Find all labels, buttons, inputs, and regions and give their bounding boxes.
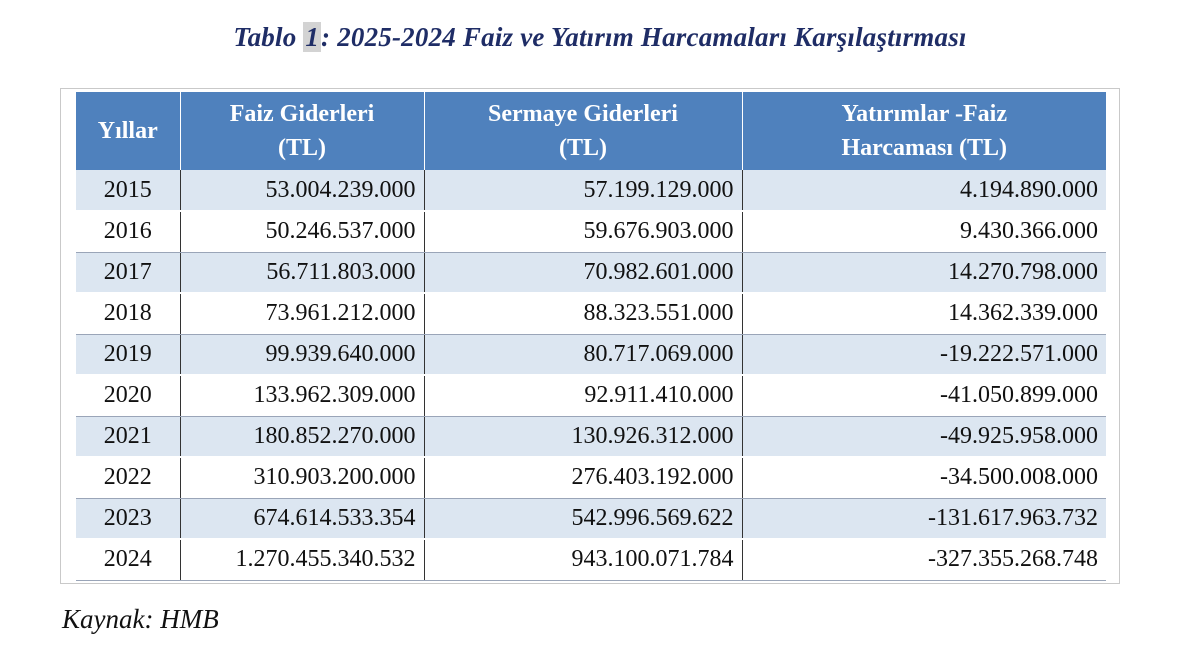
- table-row: [76, 457, 1106, 498]
- interest-cell: 53.004.239.000: [180, 170, 424, 211]
- header-year: Yıllar: [76, 92, 180, 170]
- table-row: [76, 375, 1106, 416]
- interest-cell: 133.962.309.000: [180, 375, 424, 416]
- year-cell: 2020: [76, 375, 180, 416]
- header-difference: Yatırımlar -Faiz Harcaması (TL): [742, 92, 1106, 170]
- capital-cell: 542.996.569.622: [424, 498, 742, 539]
- capital-cell: 59.676.903.000: [424, 211, 742, 252]
- difference-cell: 14.270.798.000: [742, 252, 1106, 293]
- title-number: 1: [305, 22, 320, 52]
- table-row: [76, 252, 1106, 293]
- difference-cell: -49.925.958.000: [742, 416, 1106, 457]
- year-cell: 2024: [76, 539, 180, 580]
- difference-cell: -41.050.899.000: [742, 375, 1106, 416]
- difference-cell: -327.355.268.748: [742, 539, 1106, 580]
- interest-cell: 1.270.455.340.532: [180, 539, 424, 580]
- year-cell: 2018: [76, 293, 180, 334]
- year-cell: 2023: [76, 498, 180, 539]
- table-row: [76, 416, 1106, 457]
- header-row: [76, 92, 1106, 170]
- table-row: [76, 498, 1106, 539]
- header-capital: Sermaye Giderleri (TL): [424, 92, 742, 170]
- capital-cell: 276.403.192.000: [424, 457, 742, 498]
- year-cell: 2016: [76, 211, 180, 252]
- difference-cell: -34.500.008.000: [742, 457, 1106, 498]
- capital-cell: 80.717.069.000: [424, 334, 742, 375]
- table-row: [76, 211, 1106, 252]
- year-cell: 2022: [76, 457, 180, 498]
- capital-cell: 130.926.312.000: [424, 416, 742, 457]
- interest-cell: 50.246.537.000: [180, 211, 424, 252]
- capital-cell: 88.323.551.000: [424, 293, 742, 334]
- interest-cell: 310.903.200.000: [180, 457, 424, 498]
- year-cell: 2017: [76, 252, 180, 293]
- interest-cell: 99.939.640.000: [180, 334, 424, 375]
- interest-cell: 180.852.270.000: [180, 416, 424, 457]
- data-table: [76, 92, 1106, 581]
- year-cell: 2019: [76, 334, 180, 375]
- difference-cell: 14.362.339.000: [742, 293, 1106, 334]
- header-interest: Faiz Giderleri (TL): [180, 92, 424, 170]
- difference-cell: -19.222.571.000: [742, 334, 1106, 375]
- title-prefix: Tablo: [233, 22, 304, 52]
- year-cell: 2021: [76, 416, 180, 457]
- table-row: [76, 334, 1106, 375]
- capital-cell: 57.199.129.000: [424, 170, 742, 211]
- interest-cell: 73.961.212.000: [180, 293, 424, 334]
- table-row: [76, 293, 1106, 334]
- table-title: [0, 22, 1200, 53]
- difference-cell: 4.194.890.000: [742, 170, 1106, 211]
- year-cell: 2015: [76, 170, 180, 211]
- capital-cell: 943.100.071.784: [424, 539, 742, 580]
- table-row: [76, 539, 1106, 580]
- interest-cell: 56.711.803.000: [180, 252, 424, 293]
- source-note: Kaynak: HMB: [62, 604, 219, 634]
- title-rest: : 2025-2024 Faiz ve Yatırım Harcamaları Karşılaştırması: [321, 22, 967, 52]
- table-row: [76, 170, 1106, 211]
- capital-cell: 92.911.410.000: [424, 375, 742, 416]
- difference-cell: 9.430.366.000: [742, 211, 1106, 252]
- capital-cell: 70.982.601.000: [424, 252, 742, 293]
- interest-cell: 674.614.533.354: [180, 498, 424, 539]
- difference-cell: -131.617.963.732: [742, 498, 1106, 539]
